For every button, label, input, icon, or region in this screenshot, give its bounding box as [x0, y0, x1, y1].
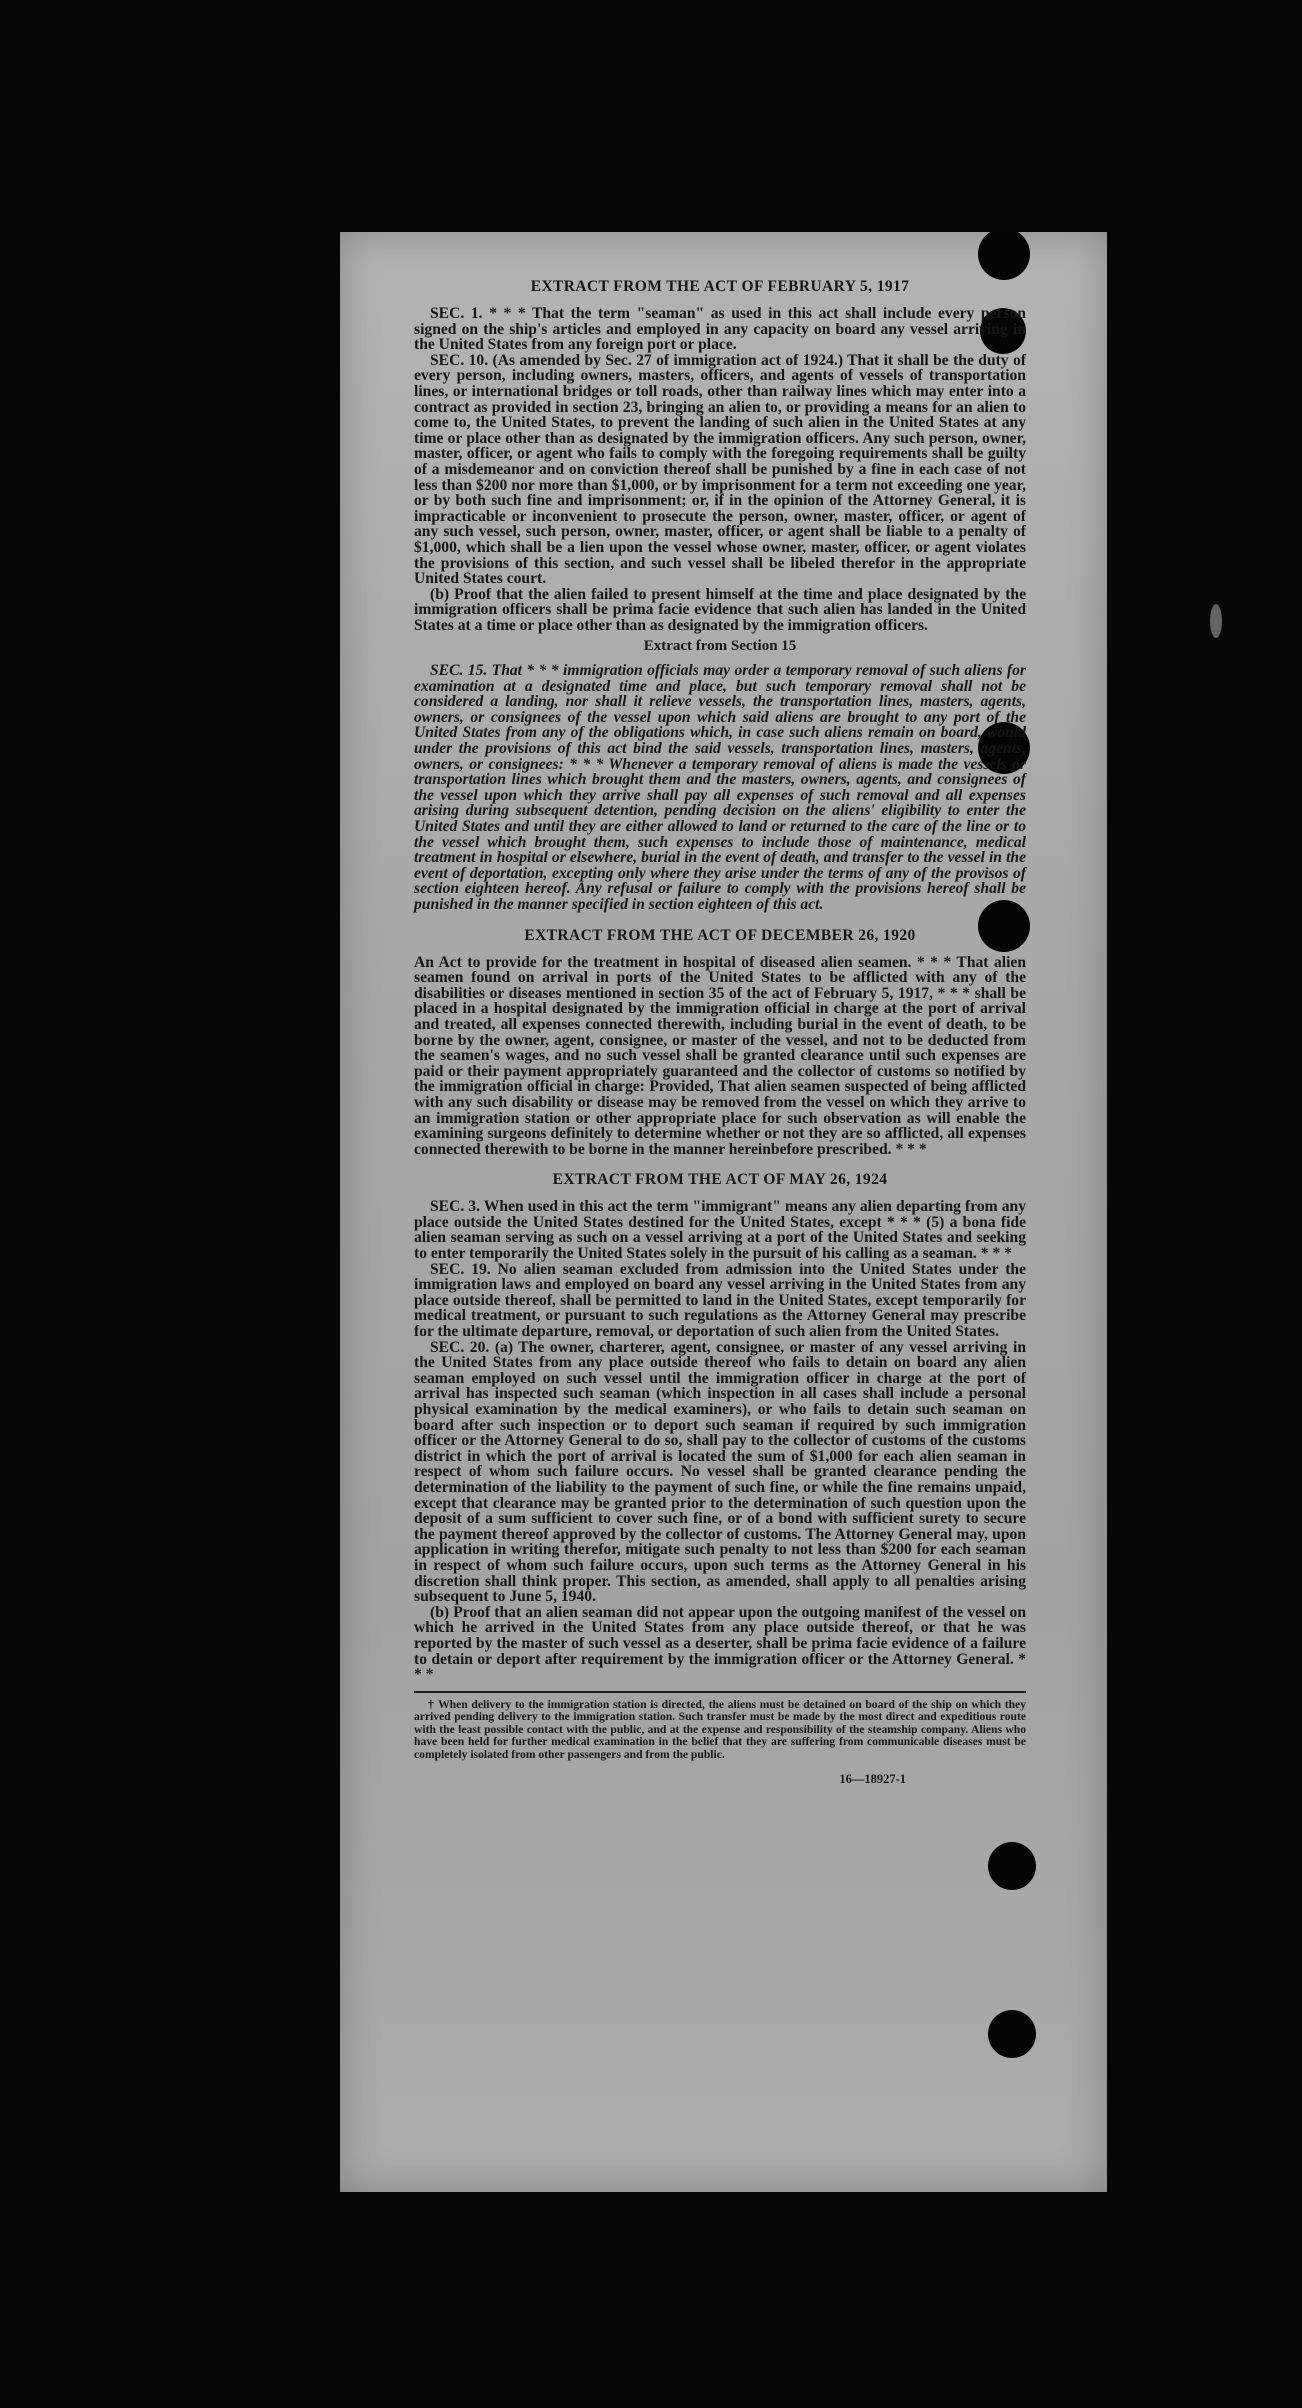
stray-mark: [1210, 604, 1222, 638]
document-page: [340, 232, 1107, 2192]
paragraph-sec-3: SEC. 3. When used in this act the term "immigrant" means any alien departing from any place outside the United States destined for the United States, except * * * (5) a bona fide alien seaman serving as such on a vessel arriving at a port of the United States and seeking to enter temporarily the United States solely in the pursuit of his calling as a seaman. * * *: [414, 1198, 1026, 1263]
heading-act-1924: EXTRACT FROM THE ACT OF MAY 26, 1924: [552, 1171, 888, 1189]
heading-act-1920: EXTRACT FROM THE ACT OF DECEMBER 26, 1920: [524, 926, 916, 944]
footnote-rule: [414, 1691, 1026, 1693]
paragraph-sec-10: SEC. 10. (As amended by Sec. 27 of immigration act of 1924.) That it shall be the duty of every person, including owners, masters, officers, and agents of vessels of transportation lines, or international bridges or toll roads, other than railway lines which may enter into a contract as provided in section 23, bringing an alien to, or providing a means for an alien to come to, the United States, to prevent the landing of such alien in the United States at any time or place other than as designated by the immigration officers. Any such person, owner, master, officer, or agent who fails to comply with the foregoing requirements shall be guilty of a misdemeanor and on conviction thereof shall be punished by a fine in each case of not less than $200 nor more than $1,000, or by imprisonment for a term not exceeding one year, or by both such fine and imprisonment; or, if in the opinion of the Attorney General, it is impracticable or inconvenient to prosecute the person, owner, master, officer, or agent of any such vessel, such person, owner, master, officer, or agent shall be liable to a penalty of $1,000, which shall be a lien upon the vessel whose owner, master, officer, or agent violates the provisions of this section, and such vessel shall be libeled therefor in the appropriate United States court.: [414, 351, 1026, 588]
punch-hole-lower-1: [988, 1842, 1036, 1890]
heading-act-1917: EXTRACT FROM THE ACT OF FEBRUARY 5, 1917: [530, 278, 910, 295]
subheading-section-15: Extract from Section 15: [643, 638, 797, 655]
paragraph-sec-20-a: SEC. 20. (a) The owner, charterer, agent, consignee, or master of any vessel arriving in the United States from any place outside thereof who fails to detain on board any alien seaman employed on such vessel until the immigration officer in charge at the port of arrival has inspected such seaman (which inspection in all cases shall include a personal physical examination by the medical examiners), or who fails to detain such seaman on board after such inspection or to deport such seaman if required by such immigration officer or the Attorney General to do so, shall pay to the collector of customs of the customs district in which the port of arrival is located the sum of $1,000 for each alien seaman in respect of whom such failure occurs. No vessel shall be granted clearance pending the determination of the liability to the payment of such fine, or while the fine remains unpaid, except that clearance may be granted prior to the determination of such question upon the deposit of a sum sufficient to cover such fine, or of a bond with sufficient surety to secure the payment thereof approved by the collector of customs. The Attorney General may, upon application in writing therefor, mitigate such penalty to not less than $200 for each seaman in respect of whom such failure occurs, upon such terms as the Attorney General in his discretion shall think proper. This section, as amended, shall apply to all penalties arising subsequent to June 5, 1940.: [414, 1338, 1026, 1606]
paragraph-sec-10-b: (b) Proof that the alien failed to present himself at the time and place designated by the immigration officers shall be prima facie evidence that such alien has landed in the United States at a time or place other than as designated by the immigration officers.: [414, 585, 1026, 634]
section-gap: [414, 1157, 1026, 1171]
form-number: 16—18927-1: [839, 1771, 906, 1786]
section-gap: [414, 913, 1026, 927]
paragraph-sec-19: SEC. 19. No alien seaman excluded from admission into the United States under the immigration laws and employed on board any vessel arriving in the United States from any place outside thereof, shall be permitted to land in the United States, except temporarily for medical treatment, or pursuant to such regulations as the Attorney General may prescribe for the ultimate departure, removal, or deportation of such alien from the United States.: [414, 1260, 1026, 1341]
paragraph-sec-15: SEC. 15. That * * * immigration officials may order a temporary removal of such aliens for examination at a designated time and place, but such temporary removal shall not be considered a landing, nor shall it relieve vessels, the transportation lines, masters, agents, owners, or consignees of the vessel upon which said aliens are brought to any port of the United States from any of the obligations which, in case such aliens remain on board, would under the provisions of this act bind the said vessels, transportation lines, masters, agents, owners, or consignees: * * * Whenever a temporary removal of aliens is made the vessels or transportation lines which brought them and the masters, owners, agents, and consignees of the vessel upon which they arrive shall pay all expenses of such removal and all expenses arising during subsequent detention, pending decision on the aliens' eligibility to enter the United States and until they are either allowed to land or returned to the care of the line or to the vessel which brought them, such expenses to include those of maintenance, medical treatment in hospital or elsewhere, burial in the event of death, and transfer to the vessel in the event of deportation, excepting only where they arise under the terms of any of the provisos of section eighteen hereof. Any refusal or failure to comply with the provisions hereof shall be punished in the manner specified in section eighteen of this act.: [414, 662, 1026, 913]
paragraph-act-1920: An Act to provide for the treatment in hospital of diseased alien seamen. * * * That alien seamen found on arrival in ports of the United States to be afflicted with any of the disabilities or diseases mentioned in section 35 of the act of February 5, 1917, * * * shall be placed in a hospital designated by the immigration official in charge at the port of arrival and treated, all expenses connected therewith, including burial in the event of death, to be borne by the owner, agent, consignee, or master of the vessel, and not to be deducted from the seamen's wages, and no such vessel shall be granted clearance until such expenses are paid or their payment appropriately guaranteed and the collector of customs so notified by the immigration official in charge: Provided, That alien seamen suspected of being afflicted with any such disability or disease may be removed from the vessel on which they arrive to an immigration station or other appropriate place for such observation as will enable the examining surgeons definitely to determine whether or not they are so afflicted, all expenses connected therewith to be borne in the manner hereinbefore prescribed. * * *: [414, 953, 1026, 1158]
footnote: † When delivery to the immigration station is directed, the aliens must be detained on board of the ship on which they arrived pending delivery to the immigration station. Such transfer must be made by the most direct and expeditious route with the least possible contact with the public, and at the expense and responsibility of the steamship company. Aliens who have been held for further medical examination in the belief that they are suffering from communicable diseases must be completely isolated from other passengers and from the public.: [414, 1697, 1026, 1762]
paragraph-sec-20-b: (b) Proof that an alien seaman did not appear upon the outgoing manifest of the vessel on which he arrived in the United States from any place outside thereof, or that he was reported by the master of such vessel as a deserter, shall be prima facie evidence of a failure to detain or deport after requirement by the immigration officer or the Attorney General. * * *: [414, 1603, 1026, 1684]
paragraph-sec-1: SEC. 1. * * * That the term "seaman" as used in this act shall include every person signed on the ship's articles and employed in any capacity on board any vessel arriving in the United States from any foreign port or place.: [414, 305, 1026, 354]
document-text: [414, 278, 1026, 1787]
punch-hole-lower-2: [988, 2010, 1036, 2058]
punch-hole-top: [978, 232, 1030, 280]
